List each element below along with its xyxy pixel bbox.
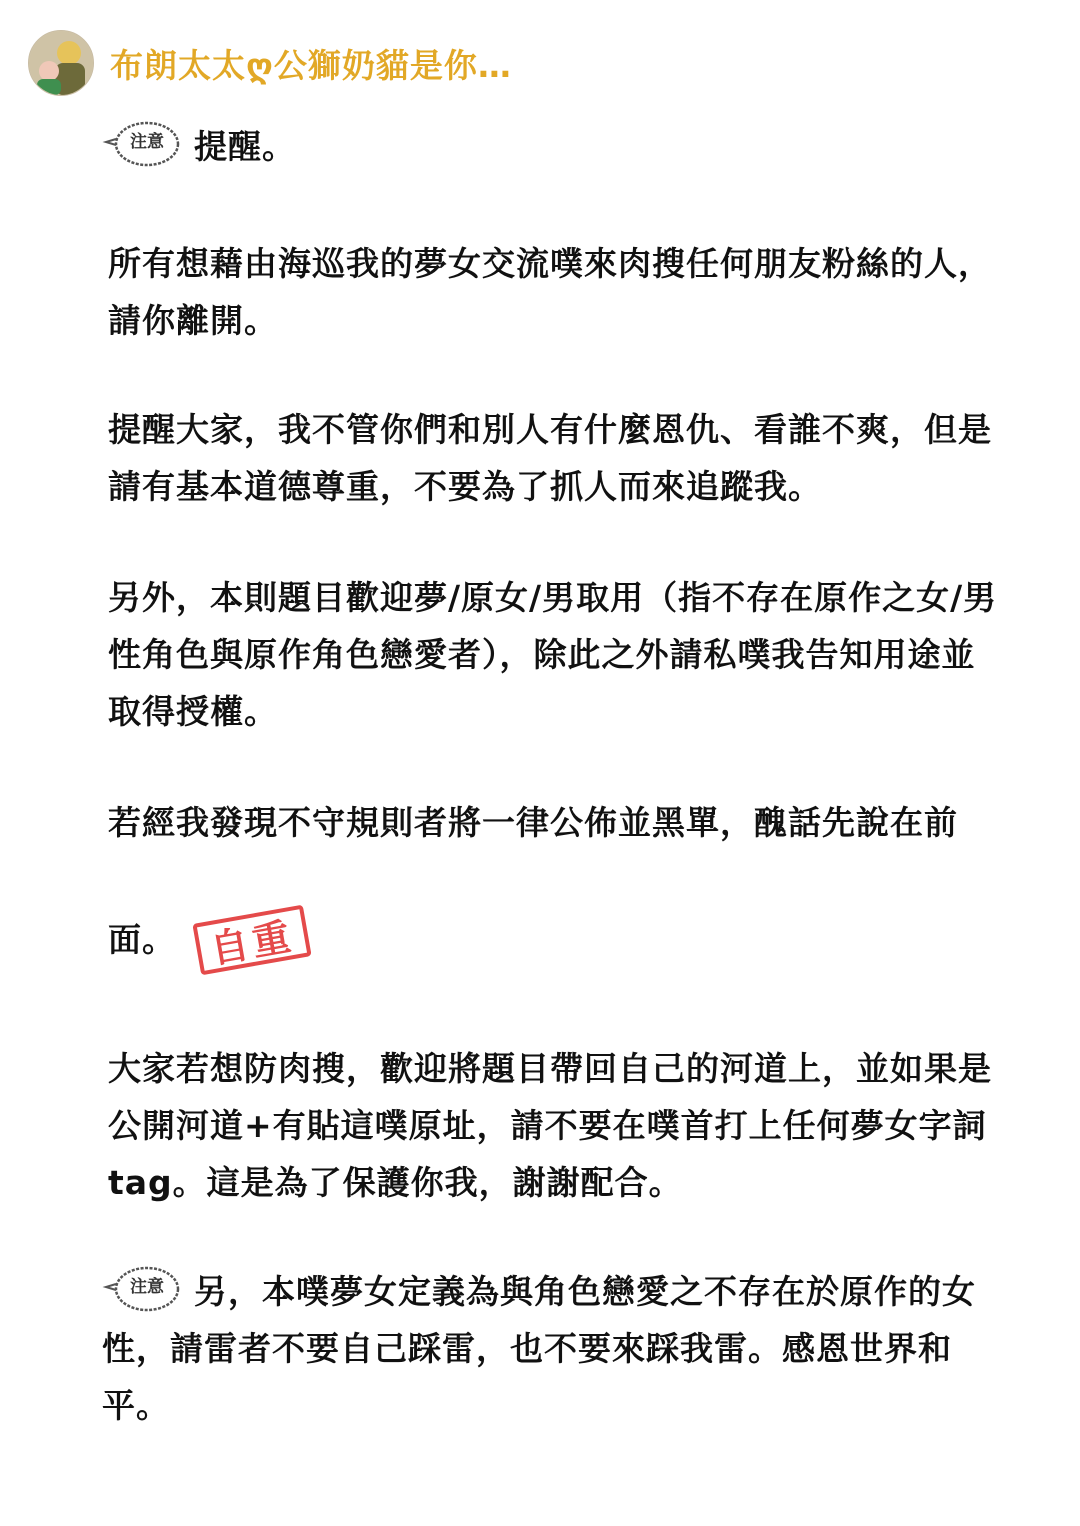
post-header bbox=[28, 28, 512, 98]
paragraph-blacklist-notice-end: 面。 bbox=[108, 920, 176, 959]
avatar-image bbox=[29, 31, 93, 95]
notice-badge-icon bbox=[102, 1263, 184, 1317]
paragraph-leave-notice: 所有想藉由海巡我的夢女交流噗來肉搜任何朋友粉絲的人， 請你離開。 bbox=[108, 244, 992, 340]
avatar[interactable] bbox=[28, 30, 94, 96]
notice-line-1 bbox=[108, 118, 1048, 175]
post-body bbox=[102, 118, 1048, 1434]
paragraph-usage-notice: 另外，本則題目歡迎夢/原女/男取用（指不存在原作之女/男 性角色與原作角色戀愛者），除此之外請私噗我告知用途並 取得授權。 bbox=[108, 578, 998, 731]
paragraph-reminder: 提醒。 bbox=[194, 127, 296, 166]
notice-badge-icon bbox=[102, 118, 184, 172]
paragraph-blacklist-notice: 若經我發現不守規則者將一律公佈並黑單，醜話先說在前 bbox=[108, 803, 958, 842]
username[interactable]: 布朗太太ღ公獅奶貓是你… bbox=[110, 45, 512, 85]
self-respect-stamp: 自重 bbox=[192, 905, 311, 976]
paragraph-respect-notice: 提醒大家，我不管你們和別人有什麼恩仇、看誰不爽，但是 請有基本道德尊重，不要為了抓人而來追蹤我。 bbox=[108, 410, 992, 506]
paragraph-privacy-notice: 大家若想防肉搜，歡迎將題目帶回自己的河道上，並如果是 公開河道+有貼這噗原址，請不要在噗首打上任何夢女字詞 tag。這是為了保護你我，謝謝配合。 bbox=[108, 1049, 992, 1202]
paragraph-definition-notice: 另，本噗夢女定義為與角色戀愛之不存在於原作的女 性，請雷者不要自己踩雷，也不要來踩我雷。感恩世界和 平。 bbox=[102, 1272, 976, 1425]
notice-badge-label: 注意 bbox=[130, 1277, 164, 1297]
notice-line-2 bbox=[102, 1263, 1048, 1434]
notice-badge-label: 注意 bbox=[130, 132, 164, 152]
